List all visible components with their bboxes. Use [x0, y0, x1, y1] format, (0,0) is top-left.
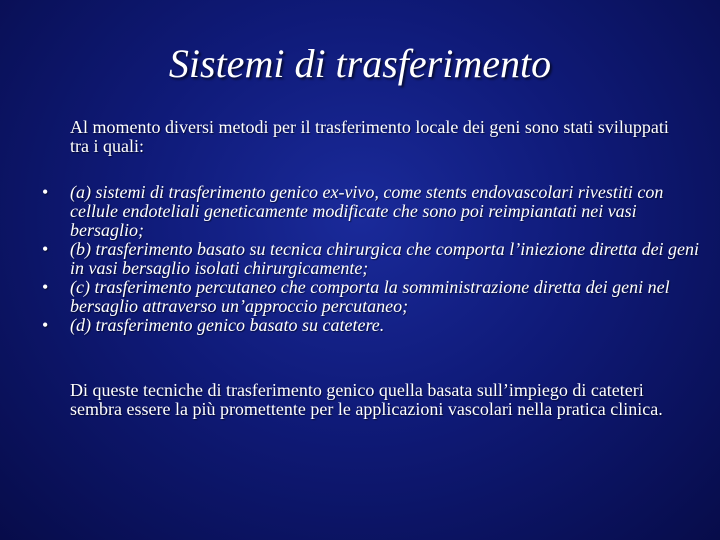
slide-title: Sistemi di trasferimento: [168, 41, 552, 86]
bullet-item-a: [0, 183, 700, 240]
conclusion-paragraph: Di queste tecniche di trasferimento genico quella basata sull’impiego di cateteri sembra essere la più promettente per le applicazioni vascolari nella pratica clinica.: [70, 380, 663, 419]
bullet-text: (d) trasferimento genico basato su catetere.: [70, 315, 385, 335]
bullet-icon: •: [42, 277, 49, 297]
bullet-list: [0, 183, 720, 335]
bullet-text: (b) trasferimento basato su tecnica chirurgica che comporta l’iniezione diretta dei geni in vasi bersaglio isolati chirurgicamente;: [70, 239, 700, 278]
intro-paragraph: Al momento diversi metodi per il trasferimento locale dei geni sono stati sviluppati tra i quali:: [70, 117, 669, 156]
bullet-icon: •: [42, 315, 49, 335]
bullet-item-b: [0, 240, 700, 278]
bullet-text: (a) sistemi di trasferimento genico ex-vivo, come stents endovascolari rivestiti con cellule endoteliali geneticamente modificate che sono poi reimpiantati nei vasi bersaglio;: [70, 182, 664, 240]
bullet-item-d: [0, 316, 700, 335]
bullet-icon: •: [42, 182, 49, 202]
bullet-text: (c) trasferimento percutaneo che comporta la somministrazione diretta dei geni nel bersaglio attraverso un’approccio percutaneo;: [70, 277, 670, 316]
bullet-item-c: [0, 278, 700, 316]
bullet-icon: •: [42, 239, 49, 259]
